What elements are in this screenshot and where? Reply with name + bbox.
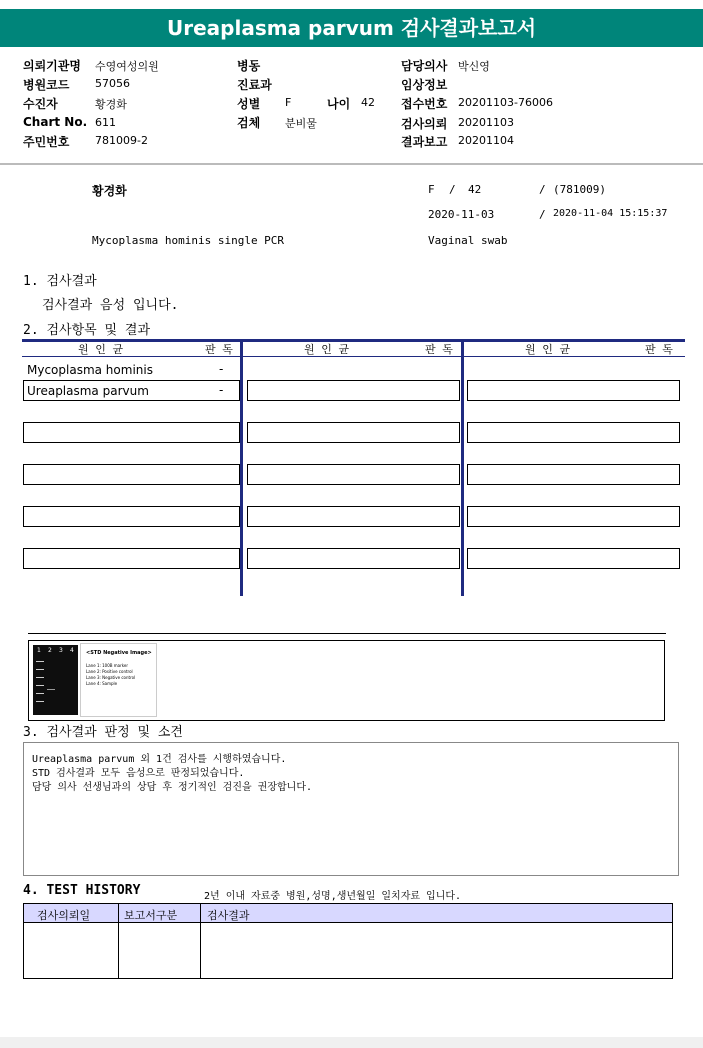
history-note: 2년 이내 자료중 병원,성명,생년월일 일치자료 입니다. xyxy=(204,891,462,902)
gel-legend-line-3: Lane 3: Negative control xyxy=(86,675,136,680)
summary-slash-2: / xyxy=(539,183,546,196)
result-cell-box xyxy=(467,506,680,527)
result-cell-box xyxy=(23,506,240,527)
doctor-value: 박신영 xyxy=(458,60,490,73)
result-cell-box xyxy=(247,380,460,401)
col-header-judge-3: 판 독 xyxy=(645,343,673,356)
result-cell-box xyxy=(23,464,240,485)
gel-band xyxy=(36,685,44,686)
ward-label: 병동 xyxy=(237,59,261,73)
receipt-value: 20201103-76006 xyxy=(458,96,553,109)
history-header-row xyxy=(23,903,673,923)
sex-label: 성별 xyxy=(237,97,261,111)
result-cell-box xyxy=(467,380,680,401)
history-body xyxy=(23,923,673,979)
id-value: 781009-2 xyxy=(95,134,148,147)
gel-lane-3: 3 xyxy=(59,647,63,654)
summary-sex: F xyxy=(428,183,435,196)
request-label: 검사의뢰 xyxy=(401,117,448,131)
table-divider-1 xyxy=(240,339,243,596)
gel-image xyxy=(33,645,78,715)
hospital-value: 수영여성의원 xyxy=(95,60,159,73)
gel-band xyxy=(36,701,44,702)
summary-date-request: 2020-11-03 xyxy=(428,208,495,221)
summary-sample: Vaginal swab xyxy=(428,234,508,247)
sex-value: F xyxy=(285,96,292,109)
col-header-judge-1: 판 독 xyxy=(205,343,233,356)
request-value: 20201103 xyxy=(458,116,514,129)
result-cell-box xyxy=(247,422,460,443)
section2-heading: 2. 검사항목 및 결과 xyxy=(23,323,151,338)
gel-band xyxy=(47,689,55,690)
clinical-label: 임상정보 xyxy=(401,78,448,92)
result-row-value-2: - xyxy=(219,383,224,397)
summary-slash-1: / xyxy=(449,183,456,196)
chart-value: 611 xyxy=(95,116,116,129)
gel-band xyxy=(36,693,44,694)
result-row-name-2: Ureaplasma parvum xyxy=(27,384,149,398)
section4-heading: 4. TEST HISTORY xyxy=(23,883,141,898)
result-cell-box xyxy=(23,422,240,443)
gel-lane-2: 2 xyxy=(48,647,52,654)
gel-lane-4: 4 xyxy=(70,647,74,654)
history-col-divider xyxy=(118,903,119,979)
col-header-judge-2: 판 독 xyxy=(425,343,453,356)
patient-label: 수진자 xyxy=(23,97,58,111)
summary-test-name: Mycoplasma hominis single PCR xyxy=(92,234,285,247)
result-cell-box xyxy=(247,548,460,569)
age-label: 나이 xyxy=(327,97,351,111)
history-col-request-date: 검사의뢰일 xyxy=(37,909,91,922)
opinion-line-1: Ureaplasma parvum 외 1건 검사를 시행하였습니다. xyxy=(32,754,287,765)
gel-legend-line-2: Lane 2: Positive control xyxy=(86,669,133,674)
table-divider-2 xyxy=(461,339,464,596)
col-header-pathogen-1: 원 인 균 xyxy=(78,343,124,356)
id-label: 주민번호 xyxy=(23,135,70,149)
result-cell-box xyxy=(467,422,680,443)
gel-legend-title: <STD Negative Image> xyxy=(86,650,152,656)
chart-label: Chart No. xyxy=(23,115,88,129)
summary-name: 황경화 xyxy=(92,184,127,198)
gel-legend-line-4: Lane 4: Sample xyxy=(86,681,118,686)
result-cell-box xyxy=(247,464,460,485)
section1-heading: 1. 검사결과 xyxy=(23,274,97,289)
age-value: 42 xyxy=(361,96,375,109)
gel-top-rule xyxy=(28,633,666,634)
opinion-line-2: STD 검사결과 모두 음성으로 판정되었습니다. xyxy=(32,768,245,779)
history-col-divider xyxy=(200,903,201,979)
result-cell-box xyxy=(467,548,680,569)
result-cell-box xyxy=(247,506,460,527)
result-row-name-1: Mycoplasma hominis xyxy=(27,363,153,377)
specimen-label: 검체 xyxy=(237,116,261,130)
history-col-report-type: 보고서구분 xyxy=(124,909,178,922)
gel-lane-1: 1 xyxy=(37,647,41,654)
hospital-label: 의뢰기관명 xyxy=(23,59,81,73)
gel-band xyxy=(36,677,44,678)
result-cell-box xyxy=(467,464,680,485)
code-label: 병원코드 xyxy=(23,78,70,92)
report-date-label: 결과보고 xyxy=(401,135,448,149)
receipt-label: 접수번호 xyxy=(401,97,448,111)
section3-heading: 3. 검사결과 판정 및 소견 xyxy=(23,725,183,740)
opinion-line-3: 담당 의사 선생님과의 상담 후 정기적인 검진을 권장합니다. xyxy=(32,782,313,793)
summary-age: 42 xyxy=(468,183,482,196)
col-header-pathogen-2: 원 인 균 xyxy=(304,343,350,356)
col-header-pathogen-3: 원 인 균 xyxy=(525,343,571,356)
specimen-value: 분비물 xyxy=(285,117,317,130)
summary-birth: (781009) xyxy=(553,183,606,196)
patient-value: 황경화 xyxy=(95,98,127,111)
report-title: Ureaplasma parvum 검사결과보고서 xyxy=(0,9,703,47)
summary-slash-3: / xyxy=(539,208,546,221)
dept-label: 진료과 xyxy=(237,78,272,92)
result-row-value-1: - xyxy=(219,362,224,376)
doctor-label: 담당의사 xyxy=(401,59,448,73)
code-value: 57056 xyxy=(95,77,130,90)
result-cell-box xyxy=(23,548,240,569)
gel-band xyxy=(36,661,44,662)
gel-legend-box xyxy=(80,643,157,717)
header-divider xyxy=(0,163,703,165)
section1-result: 검사결과 음성 입니다. xyxy=(42,298,179,313)
report-date-value: 20201104 xyxy=(458,134,514,147)
gel-legend-line-1: Lane 1: 100B marker xyxy=(86,663,129,668)
opinion-box xyxy=(23,742,679,876)
history-col-result: 검사결과 xyxy=(207,909,250,922)
summary-date-report: 2020-11-04 15:15:37 xyxy=(553,208,668,219)
gel-band xyxy=(36,669,44,670)
page-footer-bar xyxy=(0,1037,703,1048)
